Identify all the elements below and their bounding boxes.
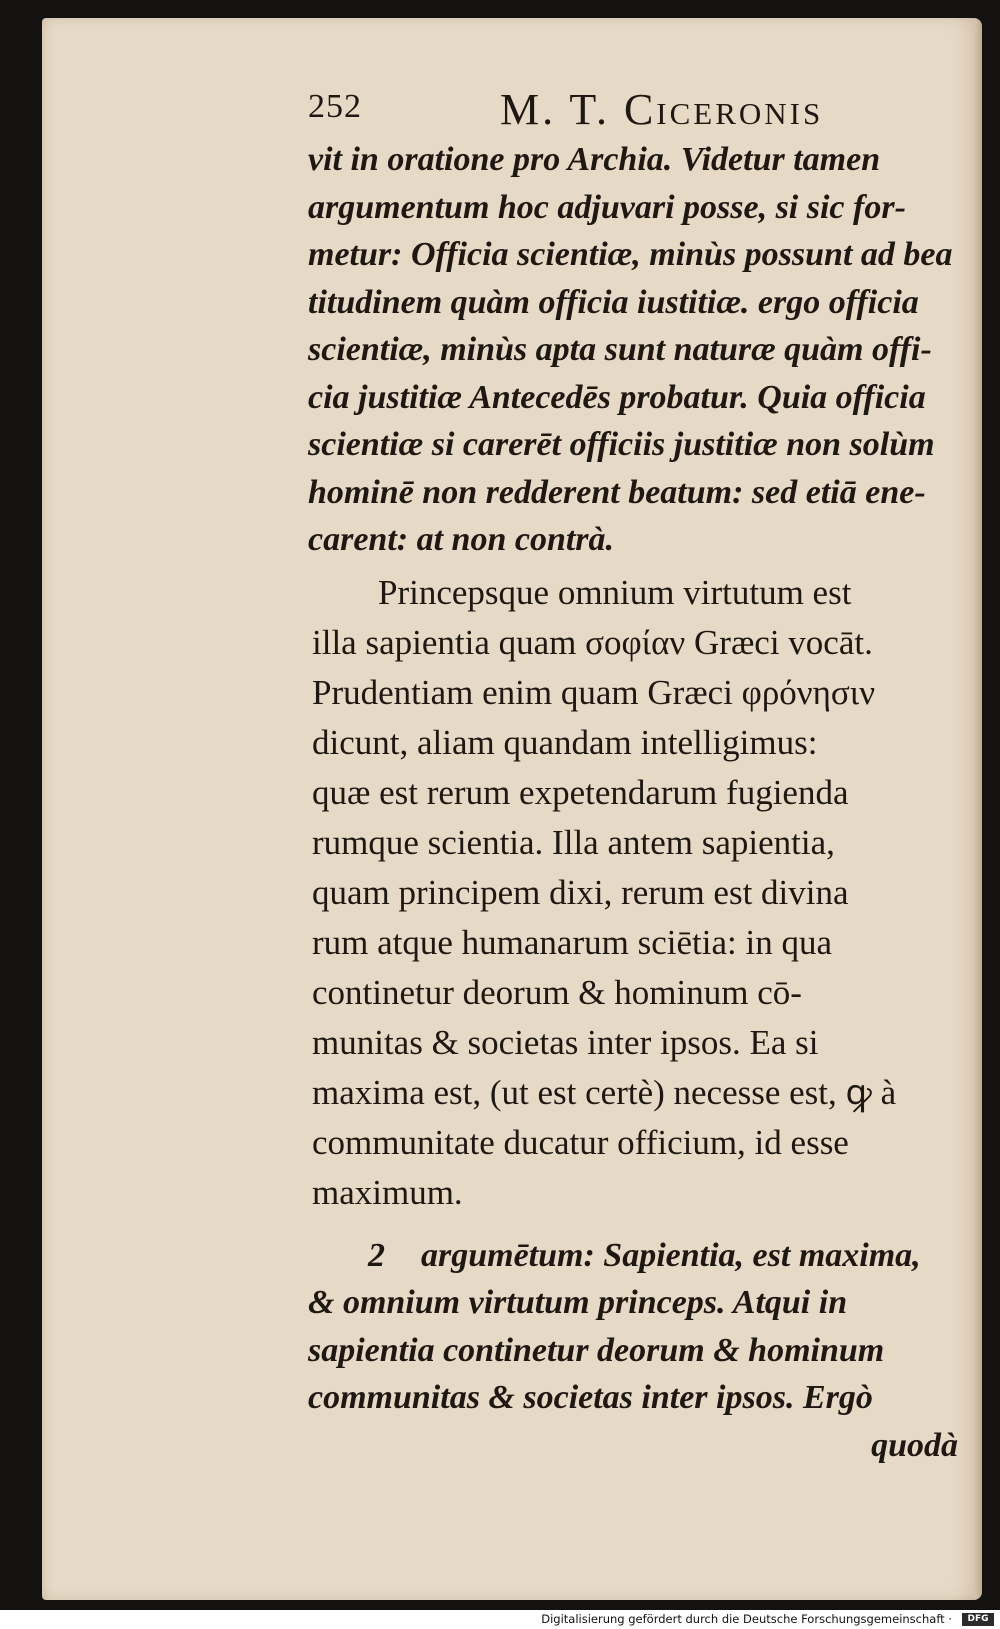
text-line: illa sapientia quam σοφίαν Græci vocāt. [312, 622, 873, 662]
text-line: communitate ducatur officium, id esse [312, 1122, 849, 1162]
page-edge [974, 18, 982, 1600]
text-line: communitas & societas inter ipsos. Ergò [308, 1379, 873, 1416]
page-number: 252 [308, 88, 362, 125]
italic-paragraph-1 [268, 136, 968, 564]
text-line: vit in oratione pro Archia. Videtur tamen [308, 141, 881, 178]
italic-paragraph-2 [268, 1232, 968, 1470]
digitization-footer [0, 1610, 1000, 1629]
text-line: argumentum hoc adjuvari posse, si sic for- [308, 188, 906, 226]
text-line: hominē non redderent beatum: sed etiā ene- [308, 473, 926, 511]
text-line: metur: Officia scientiæ, minùs possunt ad bea [308, 236, 953, 273]
text-line: continetur deorum & hominum cō- [312, 972, 802, 1012]
text-line: scientiæ si carerēt officiis justitiæ non solùm [308, 426, 935, 463]
text-line: rum atque humanarum sciētia: in qua [312, 922, 832, 962]
text-line: & omnium virtutum princeps. Atqui in [308, 1284, 848, 1321]
text-line: scientiæ, minùs apta sunt naturæ quàm offi- [308, 331, 932, 368]
running-head [268, 76, 968, 136]
text-line-content: argumētum: Sapientia, est maxima, [421, 1236, 921, 1274]
text-line: rumque scientia. Illa antem sapientia, [312, 822, 835, 862]
funding-credit: Digitalisierung gefördert durch die Deutsche Forschungsgemeinschaft · [541, 1612, 952, 1626]
text-line: sapientia continetur deorum & hominum [308, 1331, 885, 1369]
text-line: cia justitiæ Antecedēs probatur. Quia officia [308, 378, 926, 416]
text-line: maxima est, (ut est certè) necesse est, ꝙ à [312, 1072, 897, 1112]
text-line: munitas & societas inter ipsos. Ea si [312, 1022, 819, 1062]
book-page [42, 18, 982, 1600]
dfg-logo-icon: DFG [962, 1613, 994, 1626]
catchword: quodà [871, 1426, 958, 1464]
roman-paragraph [268, 568, 968, 1218]
text-line: carent: at non contrà. [308, 521, 615, 558]
text-line: titudinem quàm officia iustitiæ. ergo officia [308, 283, 919, 321]
text-line: quam principem dixi, rerum est divina [312, 872, 849, 912]
running-title: M. T. Ciceronis [500, 85, 824, 134]
text-line: quæ est rerum expetendarum fugienda [312, 772, 849, 812]
text-block [268, 76, 968, 1469]
text-line: dicunt, aliam quandam intelligimus: [312, 722, 818, 762]
text-line: maximum. [312, 1172, 463, 1212]
text-line [368, 1232, 968, 1280]
argument-number: 2 [368, 1236, 385, 1274]
text-line: Prudentiam enim quam Græci φρόνησιν [312, 672, 876, 712]
text-line: Princepsque omnium virtutum est [378, 572, 852, 612]
